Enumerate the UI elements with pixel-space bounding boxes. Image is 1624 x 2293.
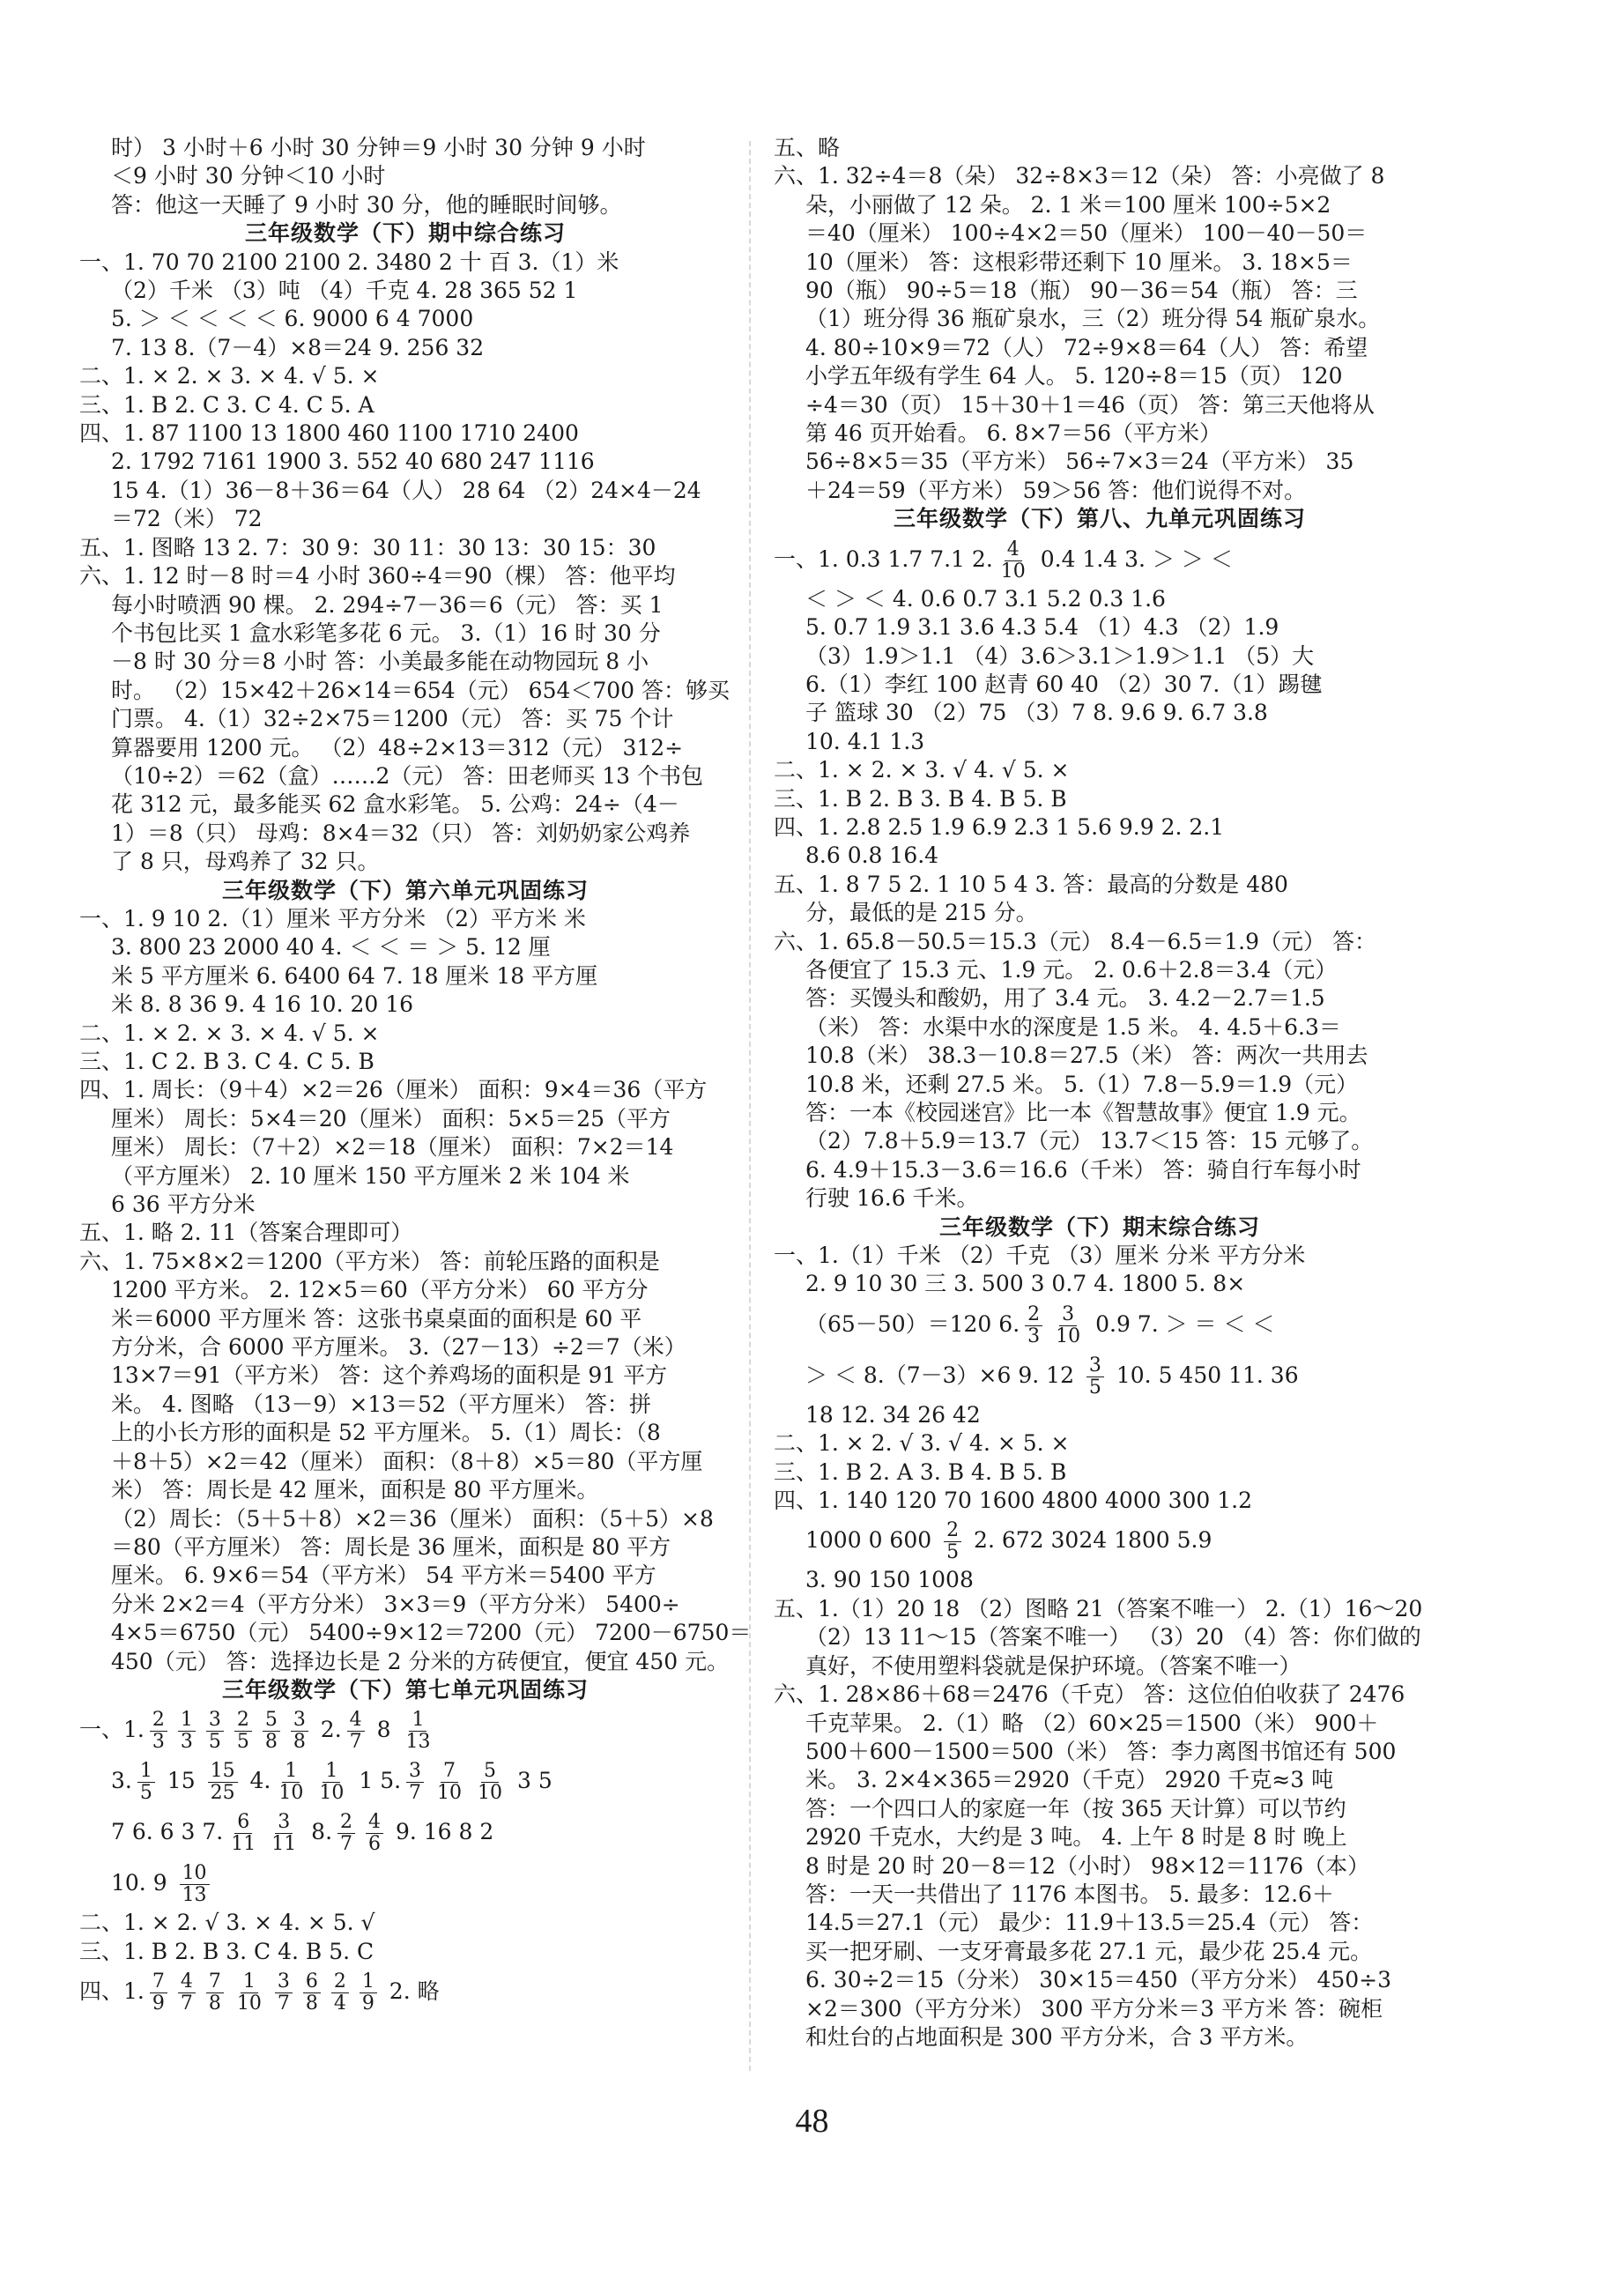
fraction-denominator: 8 xyxy=(305,1992,318,2015)
answer-line: ÷4＝30（页） 15＋30＋1＝46（页） 答：第三天他将从 xyxy=(805,391,1375,418)
fraction-denominator: 5 xyxy=(236,1731,249,1754)
answer-line: 买一把牙刷、一支牙膏最多花 27.1 元，最少花 25.4 元。 xyxy=(805,1938,1373,1964)
answer-text: 一、1. 0.3 1.7 7.1 2. xyxy=(774,545,993,572)
answer-line: 6.（1）李红 100 赵青 60 40 （2）30 7.（1）踢毽 xyxy=(805,671,1323,697)
answer-line: 小学五年级有学生 64 人。 5. 120÷8＝15（页） 120 xyxy=(805,363,1343,390)
answer-line: 三、1. B 2. A 3. B 4. B 5. B xyxy=(774,1458,1067,1485)
fraction-numerator: 4 xyxy=(1005,539,1022,561)
answer-line: 算器要用 1200 元。 （2）48÷2×13＝312（元） 312÷ xyxy=(111,734,684,761)
fraction xyxy=(234,1971,264,2015)
answer-line-with-fractions xyxy=(774,1299,1426,1350)
answer-text: 10. 5 450 11. 36 xyxy=(1109,1362,1299,1388)
answer-line: 答：一个四口人的家庭一年（按 365 天计算）可以节约 xyxy=(805,1795,1346,1822)
answer-line: 四、1. 2.8 2.5 1.9 6.9 2.3 1 5.6 9.9 2. 2.1 xyxy=(774,813,1225,840)
answer-text: 0.9 7. ＞ ＝ ＜ ＜ xyxy=(1088,1310,1275,1337)
fraction xyxy=(434,1761,464,1804)
answer-line: 10.8 米，还剩 27.5 米。 5.（1）7.8－5.9＝1.9（元） xyxy=(805,1071,1359,1097)
fraction xyxy=(269,1812,299,1855)
answer-line: 厘米） 周长：（7＋2）×2＝18（厘米） 面积：7×2＝14 xyxy=(111,1134,674,1161)
answer-line: （2）7.8＋5.9＝13.7（元） 13.7＜15 答：15 元够了。 xyxy=(805,1128,1374,1154)
answer-line: 米） 答：周长是 42 厘米，面积是 80 平方厘米。 xyxy=(111,1477,599,1503)
answer-line: －8 时 30 分＝8 小时 答：小美最多能在动物园玩 8 小 xyxy=(111,649,649,675)
answer-line: 各便宜了 15.3 元、1.9 元。 2. 0.6＋2.8＝3.4（元） xyxy=(805,956,1338,983)
answer-line: 90（瓶） 90÷5＝18（瓶） 90－36＝54（瓶） 答：三 xyxy=(805,278,1358,304)
fraction-numerator: 4 xyxy=(366,1812,383,1834)
answer-text: 0.4 1.4 3. ＞ ＞ ＜ xyxy=(1033,545,1233,572)
answer-text: 15 xyxy=(159,1768,203,1794)
section-heading: 三年级数学（下）期中综合练习 xyxy=(244,220,566,247)
fraction-denominator: 11 xyxy=(271,1833,297,1856)
answer-line: 6. 30÷2＝15（分米） 30×15＝450（平方分米） 450÷3 xyxy=(805,1967,1392,1993)
answer-line-with-fractions xyxy=(79,1807,731,1858)
answer-line-with-fractions xyxy=(79,1755,731,1807)
fraction-denominator: 3 xyxy=(1027,1325,1041,1347)
fraction-denominator: 4 xyxy=(333,1992,346,2015)
answer-line: 三、1. B 2. C 3. C 4. C 5. A xyxy=(79,391,374,418)
answer-line: ＝40（厘米） 100÷4×2＝50（厘米） 100－40－50＝ xyxy=(805,220,1368,247)
answer-line: 二、1. × 2. × 3. × 4. √ 5. × xyxy=(79,363,380,390)
answer-text: 3 5 xyxy=(510,1768,552,1794)
answer-line: 行驶 16.6 千米。 xyxy=(805,1185,979,1212)
fraction xyxy=(337,1812,355,1855)
answer-line: （2）周长：（5＋5＋8）×2＝36（厘米） 面积：（5＋5）×8 xyxy=(111,1505,714,1532)
fraction xyxy=(366,1812,383,1855)
fraction xyxy=(1025,1304,1042,1347)
fraction-denominator: 3 xyxy=(152,1731,165,1754)
answer-line: 2. 9 10 30 三 3. 500 3 0.7 4. 1800 5. 8× xyxy=(805,1271,1246,1297)
answer-line: 15 4.（1）36－8＋36＝64（人） 28 64 （2）24×4－24 xyxy=(111,477,701,503)
fraction-denominator: 10 xyxy=(437,1782,463,1805)
answer-line: 二、1. × 2. √ 3. √ 4. × 5. × xyxy=(774,1430,1070,1457)
answer-line: 六、1. 75×8×2＝1200（平方米） 答：前轮压路的面积是 xyxy=(79,1248,660,1274)
fraction-denominator: 10 xyxy=(1000,560,1026,583)
fraction-numerator: 1 xyxy=(178,1710,196,1732)
answer-line: 五、1. 略 2. 11（答案合理即可） xyxy=(79,1220,413,1246)
fraction-numerator: 1 xyxy=(241,1971,258,1993)
answer-line: ＋24＝59（平方米） 59＞56 答：他们说得不对。 xyxy=(805,477,1307,503)
fraction xyxy=(206,1971,224,2015)
answer-line: 四、1. 周长：（9＋4）×2＝26（厘米） 面积：9×4＝36（平方 xyxy=(79,1077,708,1103)
fraction-numerator: 6 xyxy=(234,1812,252,1834)
answer-line: 米 5 平方厘米 6. 6400 64 7. 18 厘米 18 平方厘 xyxy=(111,962,598,989)
answer-line: （3）1.9＞1.1 （4）3.6＞3.1＞1.9＞1.1 （5）大 xyxy=(805,642,1315,669)
fraction-denominator: 3 xyxy=(180,1731,193,1754)
fraction-denominator: 7 xyxy=(349,1731,362,1754)
answer-line: 答：买馒头和酸奶，用了 3.4 元。 3. 4.2－2.7＝1.5 xyxy=(805,985,1325,1012)
fraction-denominator: 10 xyxy=(478,1782,503,1805)
answer-line: 四、1. 87 1100 13 1800 460 1100 1710 2400 xyxy=(79,420,579,447)
fraction xyxy=(263,1710,280,1753)
answer-line: 2. 1792 7161 1900 3. 552 40 680 247 1116 xyxy=(111,449,595,475)
answer-line: （平方厘米） 2. 10 厘米 150 平方厘米 2 米 104 米 xyxy=(111,1162,630,1189)
answer-line: ＝72（米） 72 xyxy=(111,506,263,532)
answer-line: ＜ ＞ ＜ 4. 0.6 0.7 3.1 5.2 0.3 1.6 xyxy=(805,585,1166,612)
answer-line: 二、1. × 2. × 3. × 4. √ 5. × xyxy=(79,1020,380,1046)
answer-line: 花 312 元，最多能买 62 盒水彩笔。 5. 公鸡：24÷（4－ xyxy=(111,791,679,818)
answer-line: 一、1.（1）千米 （2）千克 （3）厘米 分米 平方分米 xyxy=(774,1243,1306,1269)
fraction xyxy=(137,1761,155,1804)
fraction xyxy=(234,1710,252,1753)
fraction-numerator: 10 xyxy=(180,1863,210,1885)
answer-line: 三、1. B 2. B 3. B 4. B 5. B xyxy=(774,785,1067,812)
answer-text: （65－50）＝120 6. xyxy=(805,1310,1020,1337)
answer-text: 1 5. xyxy=(352,1768,402,1794)
answer-line: 3. 90 150 1008 xyxy=(805,1567,974,1593)
answer-line: 500＋600－1500＝500（米） 答：李力离图书馆还有 500 xyxy=(805,1738,1397,1764)
fraction xyxy=(944,1520,961,1563)
fraction xyxy=(180,1863,210,1906)
answer-line: 分，最低的是 215 分。 xyxy=(805,900,1038,926)
fraction xyxy=(331,1971,349,2015)
answer-line: 六、1. 12 时－8 时＝4 小时 360÷4＝90（棵） 答：他平均 xyxy=(79,563,676,590)
fraction-denominator: 7 xyxy=(409,1782,422,1805)
right-answer-column xyxy=(774,134,1426,2052)
answer-line: 3. 800 23 2000 40 4. ＜ ＜ ＝ ＞ 5. 12 厘 xyxy=(111,934,551,961)
fraction-denominator: 7 xyxy=(340,1833,353,1856)
fraction-denominator: 8 xyxy=(293,1731,306,1754)
fraction xyxy=(228,1812,258,1855)
fraction xyxy=(347,1710,365,1753)
fraction-numerator: 3 xyxy=(275,1971,293,1993)
fraction-numerator: 3 xyxy=(1059,1304,1077,1326)
answer-line: 5. 0.7 1.9 3.1 3.6 4.3 5.4 （1）4.3 （2）1.9 xyxy=(805,614,1279,641)
fraction-numerator: 4 xyxy=(347,1710,365,1732)
answer-line: 米。 3. 2×4×365＝2920（千克） 2920 千克≈3 吨 xyxy=(805,1767,1334,1793)
answer-line-with-fractions xyxy=(774,1350,1426,1401)
fraction-denominator: 5 xyxy=(1088,1376,1101,1399)
fraction-denominator: 7 xyxy=(277,1992,290,2015)
answer-line: 朵，小丽做了 12 朵。 2. 1 米＝100 厘米 100÷5×2 xyxy=(805,191,1331,218)
answer-line: ＋8＋5）×2＝42（厘米） 面积：（8＋8）×5＝80（平方厘 xyxy=(111,1448,703,1474)
answer-line: 答：他这一天睡了 9 小时 30 分，他的睡眠时间够。 xyxy=(111,191,622,218)
answer-line: （10÷2）＝62（盒）……2（元） 答：田老师买 13 个书包 xyxy=(111,762,704,789)
fraction-numerator: 2 xyxy=(331,1971,349,1993)
fraction-numerator: 7 xyxy=(150,1971,167,1993)
answer-line: 10.8（米） 38.3－10.8＝27.5（米） 答：两次一共用去 xyxy=(805,1043,1368,1069)
fraction-numerator: 3 xyxy=(406,1761,424,1783)
fraction xyxy=(178,1971,196,2015)
answer-line-with-fractions xyxy=(774,534,1426,585)
answer-line: ＝80（平方厘米） 答：周长是 36 厘米，面积是 80 平方 xyxy=(111,1533,671,1560)
answer-line: 五、略 xyxy=(774,135,841,160)
answer-text: 2. 672 3024 1800 5.9 xyxy=(967,1527,1212,1554)
answer-text: 2. 略 xyxy=(382,1978,440,2005)
fraction-numerator: 3 xyxy=(275,1812,293,1834)
fraction-numerator: 3 xyxy=(291,1710,308,1732)
answer-line: （1）班分得 36 瓶矿泉水，三（2）班分得 54 瓶矿泉水。 xyxy=(805,306,1381,332)
answer-line: 了 8 只，母鸡养了 32 只。 xyxy=(111,849,380,875)
fraction xyxy=(1086,1355,1104,1399)
fraction-numerator: 2 xyxy=(150,1710,167,1732)
answer-line: 1）＝8（只） 母鸡：8×4＝32（只） 答：刘奶奶家公鸡养 xyxy=(111,820,691,846)
answer-line: 三、1. B 2. B 3. C 4. B 5. C xyxy=(79,1938,374,1964)
fraction-numerator: 15 xyxy=(208,1761,238,1783)
fraction xyxy=(276,1761,306,1804)
answer-line: 13×7＝91（平方米） 答：这个养鸡场的面积是 91 平方 xyxy=(111,1362,668,1389)
fraction-numerator: 7 xyxy=(441,1761,458,1783)
answer-line: 一、1. 70 70 2100 2100 2. 3480 2 十 百 3.（1）米 xyxy=(79,249,619,275)
fraction xyxy=(316,1761,346,1804)
answer-line: 第 46 页开始看。 6. 8×7＝56（平方米） xyxy=(805,420,1222,447)
column-divider xyxy=(749,141,751,2071)
answer-line: 分米 2×2＝4（平方分米） 3×3＝9（平方分米） 5400÷ xyxy=(111,1591,680,1617)
fraction-numerator: 1 xyxy=(360,1971,377,1993)
fraction-numerator: 1 xyxy=(282,1761,300,1783)
answer-line: 8.6 0.8 16.4 xyxy=(805,842,939,869)
fraction-numerator: 7 xyxy=(206,1971,224,1993)
answer-line: 答：一天一共借出了 1176 本图书。 5. 最多：12.6＋ xyxy=(805,1881,1334,1907)
answer-text: 10. 9 xyxy=(111,1870,174,1896)
answer-text: 一、1. xyxy=(79,1717,145,1743)
fraction xyxy=(275,1971,293,2015)
answer-line: ×2＝300（平方分米） 300 平方分米＝3 平方米 答：碗柜 xyxy=(805,1995,1383,2022)
answer-line: 6 36 平方分米 xyxy=(111,1191,256,1218)
fraction-denominator: 6 xyxy=(368,1833,382,1856)
answer-line: 56÷8×5＝35（平方米） 56÷7×3＝24（平方米） 35 xyxy=(805,449,1354,475)
fraction-denominator: 8 xyxy=(208,1992,221,2015)
answer-line: ＜9 小时 30 分钟＜10 小时 xyxy=(111,163,386,189)
fraction-numerator: 3 xyxy=(1086,1355,1104,1377)
answer-line: 六、1. 65.8－50.5＝15.3（元） 8.4－6.5＝1.9（元） 答： xyxy=(774,928,1376,954)
fraction-numerator: 5 xyxy=(481,1761,499,1783)
answer-line: 和灶台的占地面积是 300 平方分米，合 3 平方米。 xyxy=(805,2023,1309,2050)
fraction-denominator: 10 xyxy=(236,1992,262,2015)
answer-line: 六、1. 32÷4＝8（朵） 32÷8×3＝12（朵） 答：小亮做了 8 xyxy=(774,163,1385,189)
fraction xyxy=(403,1710,433,1753)
fraction-numerator: 1 xyxy=(323,1761,340,1783)
answer-line: 450（元） 答：选择边长是 2 分米的方砖便宜，便宜 450 元。 xyxy=(111,1648,730,1674)
answer-line: 4×5＝6750（元） 5400÷9×12＝7200（元） 7200－6750＝ xyxy=(111,1620,752,1646)
fraction-denominator: 10 xyxy=(278,1782,304,1805)
fraction-denominator: 25 xyxy=(210,1782,235,1805)
answer-line: 门票。 4.（1）32÷2×75＝1200（元） 答：买 75 个计 xyxy=(111,706,674,732)
fraction xyxy=(406,1761,424,1804)
section-heading: 三年级数学（下）期末综合练习 xyxy=(938,1213,1260,1240)
answer-line: 每小时喷洒 90 棵。 2. 294÷7－36＝6（元） 答：买 1 xyxy=(111,591,664,618)
answer-line: 子 篮球 30 （2）75 （3）7 8. 9.6 9. 6.7 3.8 xyxy=(805,700,1268,726)
fraction-numerator: 2 xyxy=(337,1812,355,1834)
fraction-denominator: 10 xyxy=(1056,1325,1081,1347)
answer-line-with-fractions xyxy=(79,1704,731,1755)
answer-line: 时） 3 小时＋6 小时 30 分钟＝9 小时 30 分钟 9 小时 xyxy=(111,135,646,160)
fraction xyxy=(178,1710,196,1753)
section-heading: 三年级数学（下）第八、九单元巩固练习 xyxy=(893,506,1306,532)
answer-line: 5. ＞ ＜ ＜ ＜ ＜ 6. 9000 6 4 7000 xyxy=(111,306,474,332)
fraction xyxy=(150,1971,167,2015)
fraction-denominator: 13 xyxy=(405,1731,431,1754)
answer-line: 时。 （2）15×42＋26×14＝654（元） 654＜700 答：够买 xyxy=(111,677,730,703)
answer-line: 米。 4. 图略 （13－9）×13＝52（平方厘米） 答：拼 xyxy=(111,1391,651,1417)
answer-line: 6. 4.9＋15.3－3.6＝16.6（千米） 答：骑自行车每小时 xyxy=(805,1156,1361,1183)
answer-text: 四、1. xyxy=(79,1978,145,2005)
answer-text: 8. xyxy=(304,1819,333,1845)
fraction xyxy=(360,1971,377,2015)
fraction xyxy=(998,539,1028,583)
answer-line: 二、1. × 2. × 3. √ 4. √ 5. × xyxy=(774,757,1070,783)
fraction-numerator: 2 xyxy=(944,1520,961,1542)
fraction-denominator: 11 xyxy=(231,1833,256,1856)
section-heading: 三年级数学（下）第六单元巩固练习 xyxy=(221,877,589,903)
answer-line: 7. 13 8.（7－4）×8＝24 9. 256 32 xyxy=(111,334,485,360)
answer-line: 2920 千克水，大约是 3 吨。 4. 上午 8 时是 8 时 晚上 xyxy=(805,1824,1347,1851)
fraction-denominator: 9 xyxy=(361,1992,374,2015)
answer-line: 米＝6000 平方厘米 答：这张书桌桌面的面积是 60 平 xyxy=(111,1305,642,1332)
fraction-numerator: 5 xyxy=(263,1710,280,1732)
answer-line: 真好，不使用塑料袋就是保护环境。（答案不唯一） xyxy=(805,1652,1301,1679)
answer-text: 9. 16 8 2 xyxy=(389,1819,494,1845)
answer-line: 4. 80÷10×9＝72（人） 72÷9×8＝64（人） 答：希望 xyxy=(805,334,1368,360)
answer-text: 7 6. 6 3 7. xyxy=(111,1819,224,1845)
fraction-numerator: 2 xyxy=(1025,1304,1042,1326)
answer-text: 8 xyxy=(369,1717,398,1743)
answer-line: 18 12. 34 26 42 xyxy=(805,1401,981,1428)
answer-line: 五、1.（1）20 18 （2）图略 21（答案不唯一） 2.（1）16～20 xyxy=(774,1595,1423,1621)
fraction-denominator: 5 xyxy=(946,1541,960,1564)
answer-line: 三、1. C 2. B 3. C 4. C 5. B xyxy=(79,1049,374,1074)
fraction-numerator: 4 xyxy=(178,1971,196,1993)
answer-text: 1000 0 600 xyxy=(805,1527,939,1554)
fraction-denominator: 5 xyxy=(139,1782,152,1805)
fraction-numerator: 1 xyxy=(137,1761,155,1783)
fraction xyxy=(206,1710,224,1753)
fraction-numerator: 1 xyxy=(409,1710,426,1732)
answer-line: 米 8. 8 36 9. 4 16 10. 20 16 xyxy=(111,991,414,1018)
answer-line: 五、1. 图略 13 2. 7：30 9：30 11：30 13：30 15：30 xyxy=(79,534,656,560)
fraction xyxy=(291,1710,308,1753)
answer-line: （2）千米 （3）吨 （4）千克 4. 28 365 52 1 xyxy=(111,278,578,304)
answer-line: 个书包比买 1 盒水彩笔多花 6 元。 3.（1）16 时 30 分 xyxy=(111,620,661,646)
answer-text: 2. xyxy=(313,1717,342,1743)
answer-text: 3. xyxy=(111,1768,132,1794)
answer-line: 千克苹果。 2.（1）略 （2）60×25＝1500（米） 900＋ xyxy=(805,1710,1379,1736)
answer-line-with-fractions xyxy=(79,1858,731,1909)
answer-line: 答：一本《校园迷宫》比一本《智慧故事》便宜 1.9 元。 xyxy=(805,1100,1361,1125)
answer-line: 上的小长方形的面积是 52 平方厘米。 5.（1）周长：（8 xyxy=(111,1420,661,1446)
fraction-numerator: 2 xyxy=(234,1710,252,1732)
answer-line: 四、1. 140 120 70 1600 4800 4000 300 1.2 xyxy=(774,1488,1253,1514)
answer-line: 1200 平方米。 2. 12×5＝60（平方分米） 60 平方分 xyxy=(111,1277,649,1303)
answer-line: 14.5＝27.1（元） 最少：11.9＋13.5＝25.4（元） 答： xyxy=(805,1910,1374,1936)
page-number: 48 xyxy=(795,2103,829,2140)
answer-line: 方分米，合 6000 平方厘米。 3.（27－13）÷2＝7（米） xyxy=(111,1334,686,1361)
answer-line: 六、1. 28×86＋68＝2476（千克） 答：这位伯伯收获了 2476 xyxy=(774,1681,1405,1708)
fraction-denominator: 5 xyxy=(208,1731,221,1754)
answer-line: （2）13 11～15（答案不唯一） （3）20 （4）答：你们做的 xyxy=(805,1624,1421,1651)
fraction xyxy=(150,1710,167,1753)
fraction-denominator: 13 xyxy=(182,1884,207,1907)
answer-line: （米） 答：水渠中水的深度是 1.5 米。 4. 4.5＋6.3＝ xyxy=(805,1013,1341,1040)
answer-line: 厘米） 周长：5×4＝20（厘米） 面积：5×5＝25（平方 xyxy=(111,1105,671,1132)
fraction-denominator: 10 xyxy=(319,1782,345,1805)
answer-line: 8 时是 20 时 20－8＝12（小时） 98×12＝1176（本） xyxy=(805,1852,1370,1879)
fraction xyxy=(1053,1304,1083,1347)
answer-line: 10（厘米） 答：这根彩带还剩下 10 厘米。 3. 18×5＝ xyxy=(805,249,1353,275)
answer-line: 一、1. 9 10 2.（1）厘米 平方分米 （2）平方米 米 xyxy=(79,905,586,931)
answer-line-with-fractions xyxy=(79,1966,731,2017)
answer-line: 五、1. 8 7 5 2. 1 10 5 4 3. 答：最高的分数是 480 xyxy=(774,871,1288,897)
fraction-denominator: 8 xyxy=(264,1731,278,1754)
answer-line: 二、1. × 2. √ 3. × 4. × 5. √ xyxy=(79,1910,375,1936)
answer-text: ＞ ＜ 8.（7－3）×6 9. 12 xyxy=(805,1362,1081,1388)
section-heading: 三年级数学（下）第七单元巩固练习 xyxy=(221,1676,589,1703)
answer-text: 4. xyxy=(242,1768,271,1794)
left-answer-column xyxy=(79,134,752,2017)
fraction xyxy=(208,1761,238,1804)
answer-line-with-fractions xyxy=(774,1515,1426,1566)
fraction-numerator: 6 xyxy=(303,1971,321,1993)
fraction xyxy=(475,1761,505,1804)
fraction-denominator: 7 xyxy=(180,1992,193,2015)
fraction-numerator: 3 xyxy=(206,1710,224,1732)
answer-line: 10. 4.1 1.3 xyxy=(805,728,925,754)
fraction-denominator: 9 xyxy=(152,1992,165,2015)
answer-line: 厘米。 6. 9×6＝54（平方米） 54 平方米＝5400 平方 xyxy=(111,1562,656,1589)
fraction xyxy=(303,1971,321,2015)
